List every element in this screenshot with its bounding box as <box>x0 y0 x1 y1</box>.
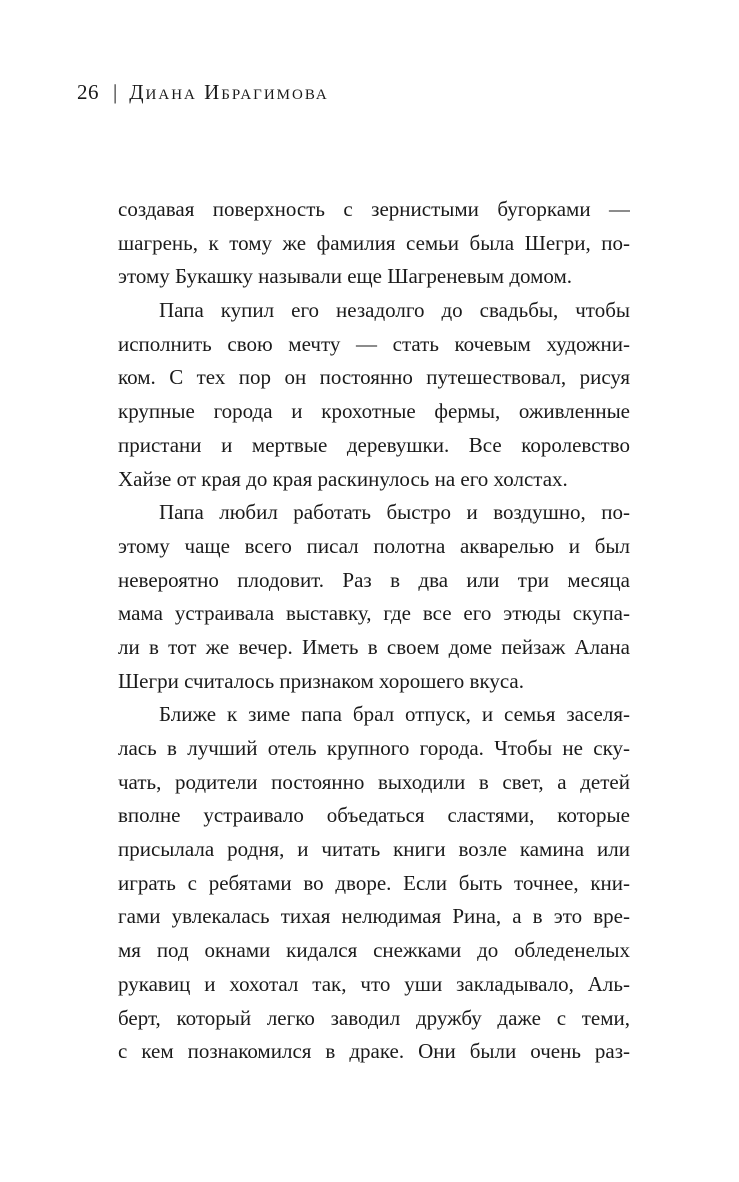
text-line: берт, который легко заводил дружбу даже с теми, <box>118 1005 630 1030</box>
text-line: этому Букашку называли еще Шагреневым домом. <box>118 264 573 289</box>
text-line: Папа любил работать быстро и воздушно, по- <box>159 500 630 525</box>
text-line: пристани и мертвые деревушки. Все королевство <box>118 432 630 457</box>
running-head <box>77 78 329 106</box>
text-line: Папа купил его незадолго до свадьбы, чтобы <box>159 298 630 323</box>
text-line: мама устраивала выставку, где все его этюды скупа- <box>118 601 630 626</box>
text-line: рукавиц и хохотал так, что уши закладывало, Аль- <box>118 971 630 996</box>
page-number: 26 <box>77 79 99 104</box>
text-line: создавая поверхность с зернистыми бугорками — <box>118 197 630 221</box>
text-line: крупные города и крохотные фермы, оживленные <box>118 399 630 424</box>
text-line: исполнить свою мечту — стать кочевым художни- <box>118 331 630 356</box>
text-line: чать, родители постоянно выходили в свет, а детей <box>118 769 630 794</box>
text-line: лась в лучший отель крупного города. Чтобы не ску- <box>118 736 630 760</box>
text-line: вполне устраивало объедаться сластями, которые <box>118 803 630 828</box>
author-name: Диана Ибрагимова <box>129 79 329 104</box>
text-line: Ближе к зиме папа брал отпуск, и семья заселя- <box>159 702 630 727</box>
body-text <box>118 193 630 1069</box>
text-line: Хайзе от края до края раскинулось на его холстах. <box>118 466 568 491</box>
text-line: мя под окнами кидался снежками до обледенелых <box>118 938 630 963</box>
text-line: шагрень, к тому же фамилия семьи была Шегри, по- <box>118 230 630 255</box>
header-separator: | <box>113 79 118 104</box>
text-line: Шегри считалось признаком хорошего вкуса. <box>118 668 525 693</box>
text-line: невероятно плодовит. Раз в два или три месяца <box>118 567 630 592</box>
text-line: ком. С тех пор он постоянно путешествовал, рисуя <box>118 365 630 390</box>
text-line: играть с ребятами во дворе. Если быть точнее, кни- <box>118 870 630 895</box>
text-line: гами увлекалась тихая нелюдимая Рина, а в это вре- <box>118 904 630 929</box>
text-line: с кем познакомился в драке. Они были очень раз- <box>118 1039 630 1064</box>
text-line: этому чаще всего писал полотна акварелью и был <box>118 533 630 558</box>
text-line: присылала родня, и читать книги возле камина или <box>118 837 630 862</box>
text-line: ли в тот же вечер. Иметь в своем доме пейзаж Алана <box>118 634 630 659</box>
